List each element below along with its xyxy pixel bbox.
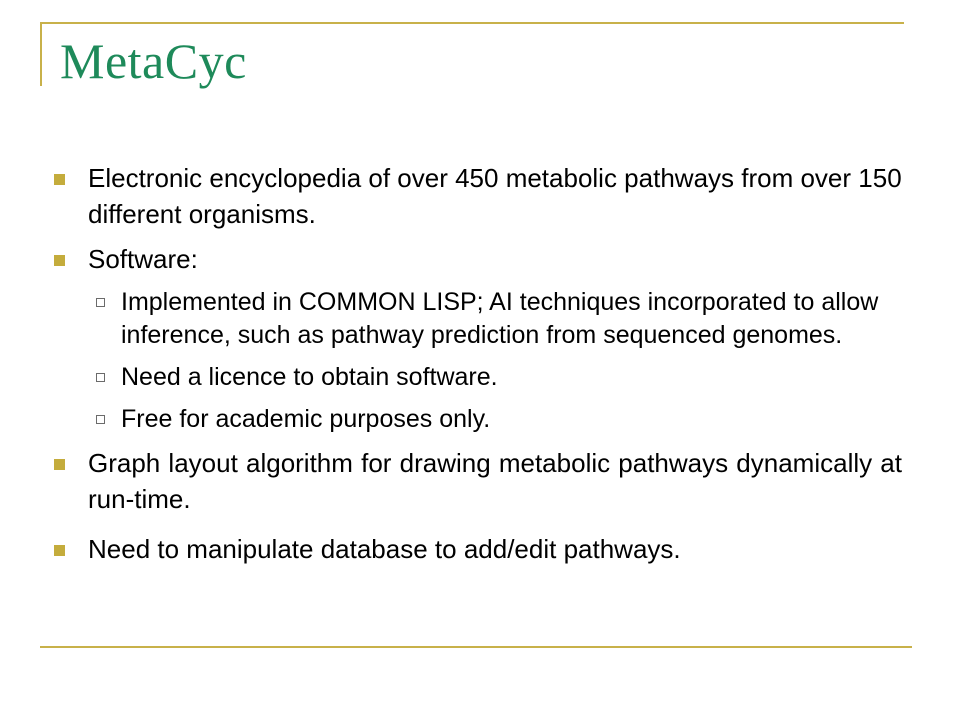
square-bullet-icon (54, 459, 65, 470)
bullet-text: Graph layout algorithm for drawing metabolic pathways dynamically at run-time. (88, 448, 902, 514)
sub-bullet-text: Free for academic purposes only. (121, 405, 491, 433)
bullet-text: Need to manipulate database to add/edit pathways. (88, 534, 681, 564)
square-bullet-icon (54, 545, 65, 556)
bullet-text: Software: (88, 244, 198, 274)
left-rule (40, 22, 42, 86)
sub-bullet-item (52, 403, 902, 436)
slide-title: MetaCyc (60, 33, 247, 89)
bullet-item (52, 445, 902, 517)
bullet-item (52, 241, 902, 277)
bullet-item (52, 531, 902, 567)
square-bullet-icon (54, 255, 65, 266)
sub-bullet-item (52, 361, 902, 394)
top-rule (40, 22, 904, 24)
hollow-square-bullet-icon (96, 298, 105, 307)
square-bullet-icon (54, 174, 65, 185)
sub-bullet-text: Implemented in COMMON LISP; AI techniques incorporated to allow inference, such as pathway prediction from sequenced genomes. (121, 288, 879, 349)
bullet-list (52, 160, 902, 576)
hollow-square-bullet-icon (96, 415, 105, 424)
bullet-item (52, 160, 902, 232)
bottom-rule (40, 646, 912, 648)
sub-bullet-item (52, 286, 902, 352)
bullet-text: Electronic encyclopedia of over 450 metabolic pathways from over 150 different organisms. (88, 163, 902, 229)
sub-bullet-text: Need a licence to obtain software. (121, 363, 498, 391)
hollow-square-bullet-icon (96, 373, 105, 382)
